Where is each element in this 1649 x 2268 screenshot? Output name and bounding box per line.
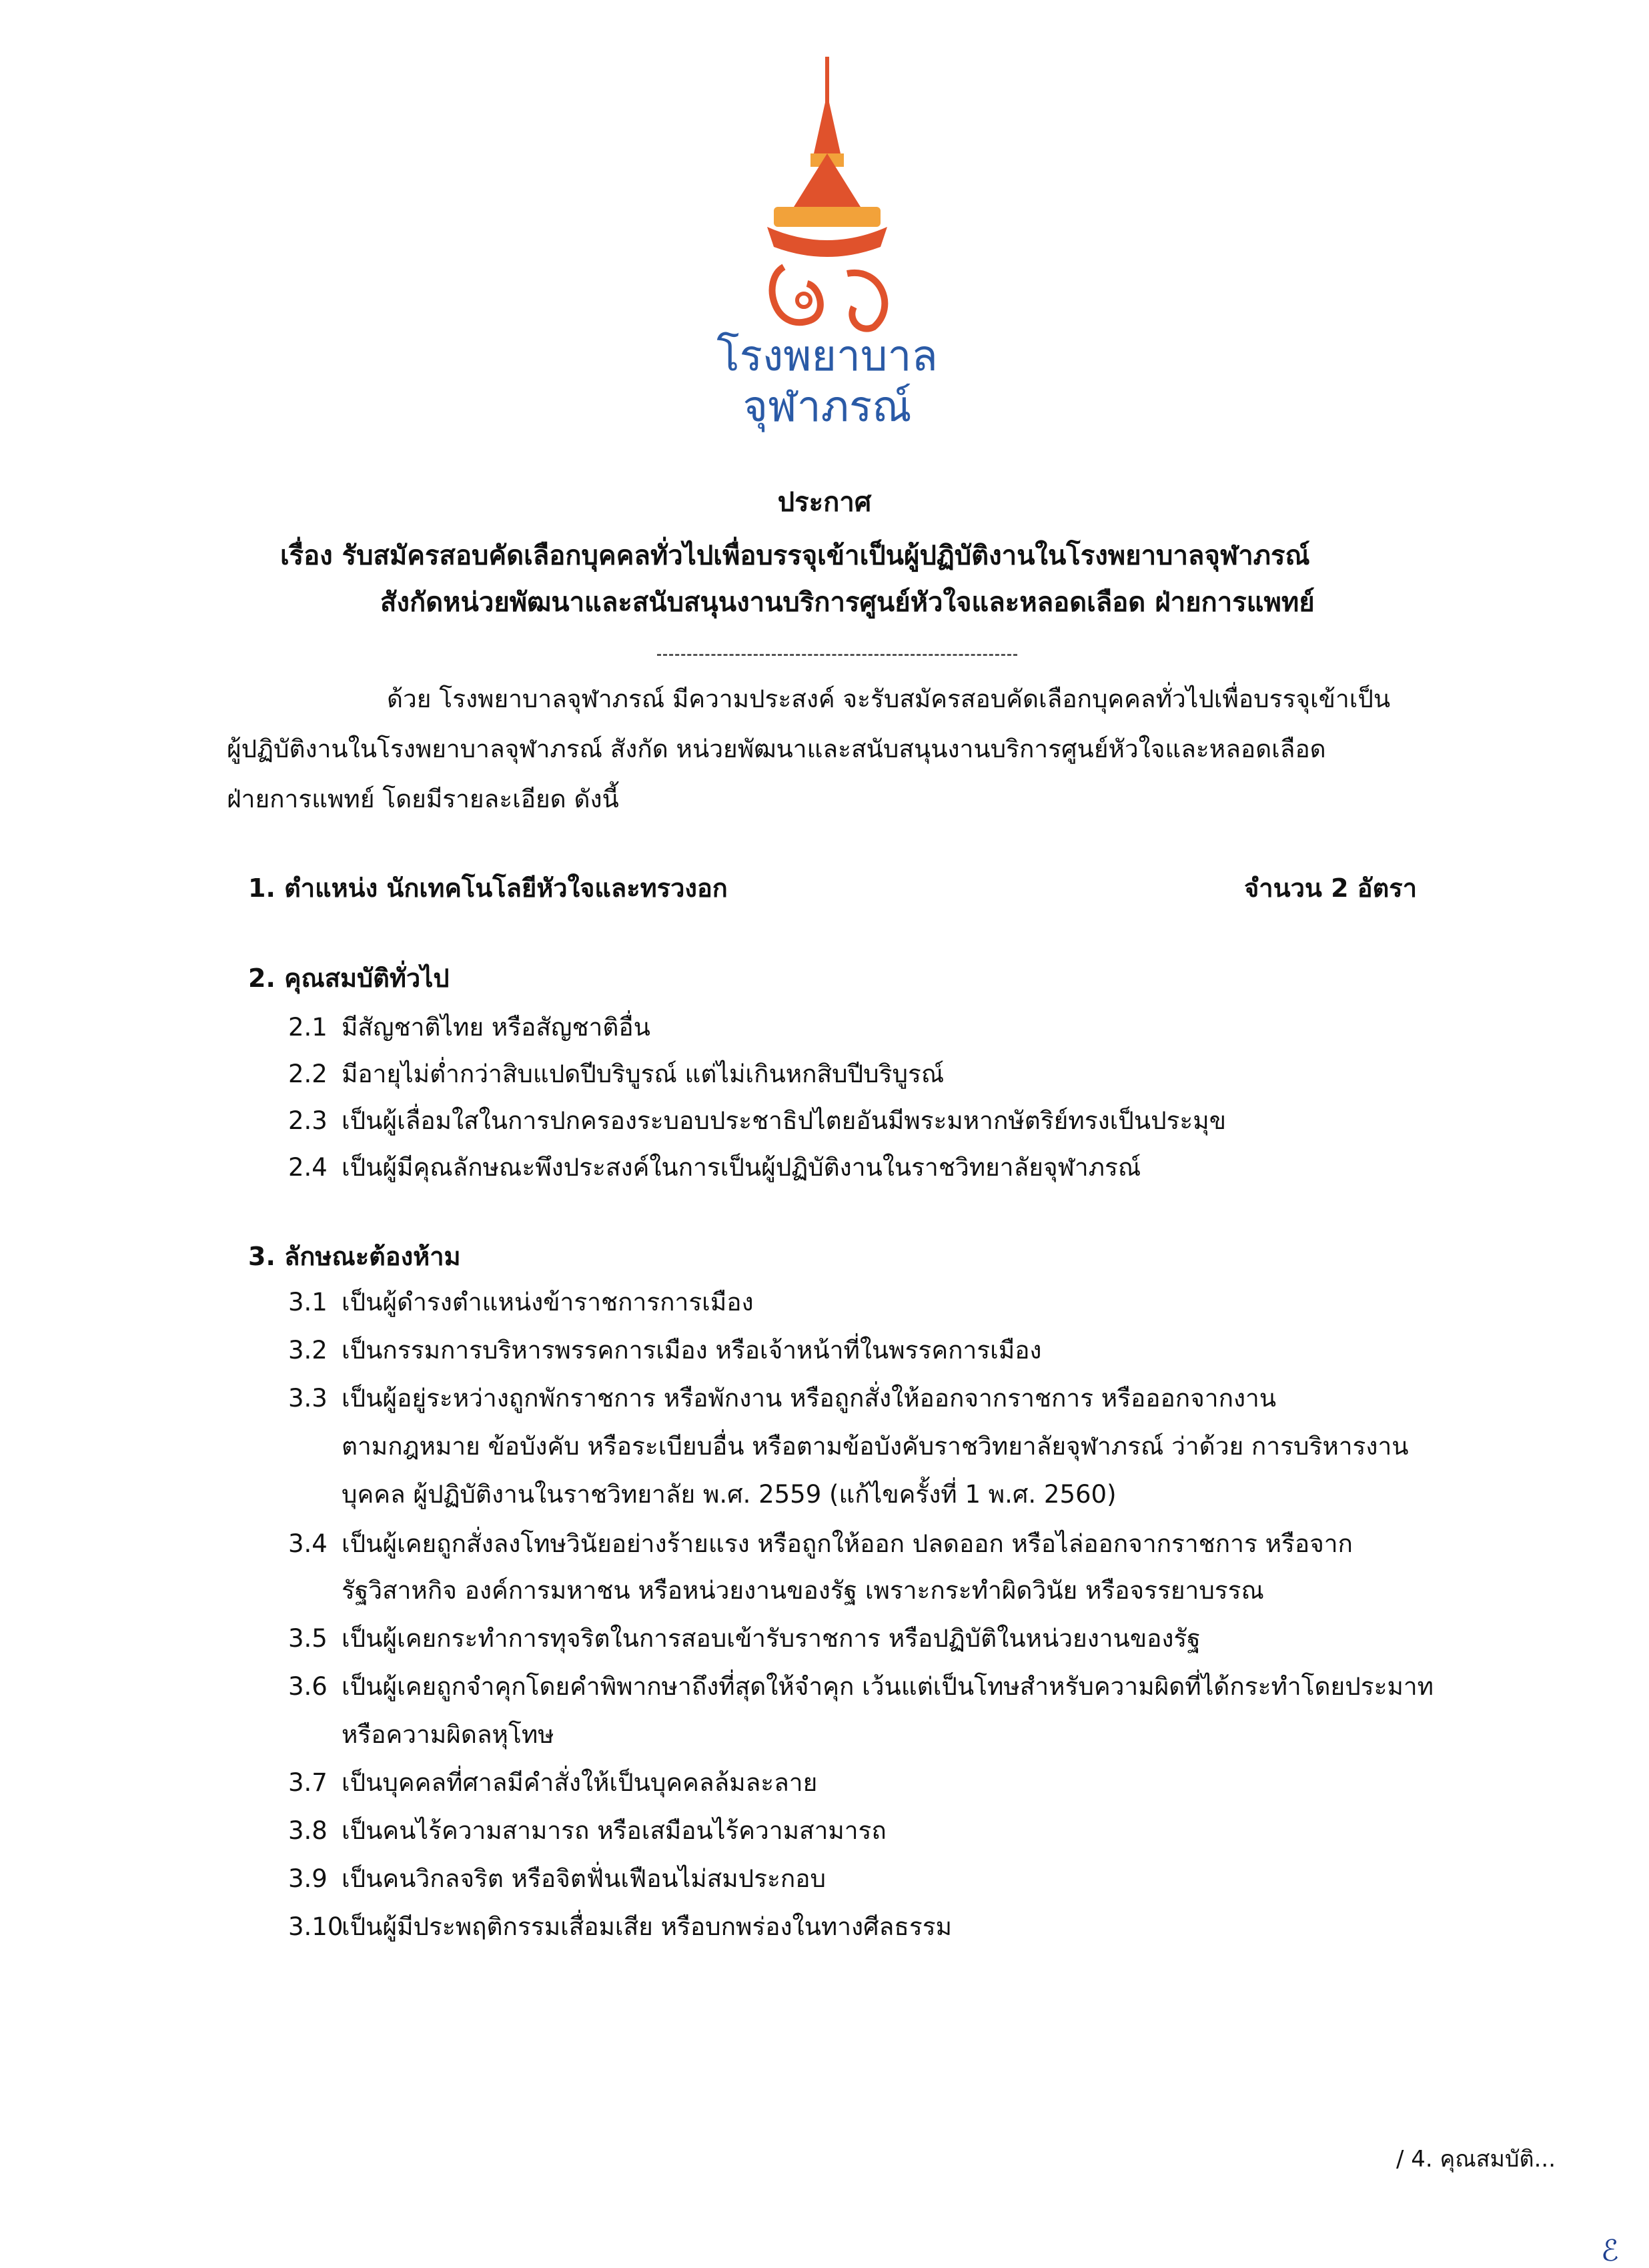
position-count: จำนวน 2 อัตรา (1244, 873, 1418, 903)
intro-line2: ผู้ปฏิบัติงานในโรงพยาบาลจุฬาภรณ์ สังกัด หน่วยพัฒนาและสนับสนุนงานบริการศูนย์หัวใจและหลอดเลือด (227, 735, 1326, 763)
divider (657, 654, 1017, 656)
crown-seal-icon (747, 53, 907, 334)
logo-line1: โรงพยาบาล (716, 332, 938, 381)
signature-mark: ℰ (1601, 2234, 1619, 2268)
list-item: 2.3 เป็นผู้เลื่อมใสในการปกครองระบอบประชาธิปไตยอันมีพระมหากษัตริย์ทรงเป็นประมุข (288, 1106, 1226, 1135)
list-item: 3.6 เป็นผู้เคยถูกจำคุกโดยคำพิพากษาถึงที่สุดให้จำคุก เว้นแต่เป็นโทษสำหรับความผิดที่ได้กระทำโดยประมาท (288, 1672, 1434, 1701)
list-item: รัฐวิสาหกิจ องค์การมหาชน หรือหน่วยงานของรัฐ เพราะกระทำผิดวินัย หรือจรรยาบรรณ (342, 1576, 1264, 1605)
subject-line1: เรื่อง รับสมัครสอบคัดเลือกบุคคลทั่วไปเพื่อบรรจุเข้าเป็นผู้ปฏิบัติงานในโรงพยาบาลจุฬาภรณ์ (280, 540, 1310, 571)
page-title: ประกาศ (777, 487, 872, 518)
section3-heading: 3. ลักษณะต้องห้าม (248, 1242, 461, 1271)
continued-note: / 4. คุณสมบัติ... (1396, 2146, 1556, 2173)
list-item: 3.8 เป็นคนไร้ความสามารถ หรือเสมือนไร้ความสามารถ (288, 1816, 887, 1845)
list-item: 2.4 เป็นผู้มีคุณลักษณะพึงประสงค์ในการเป็นผู้ปฏิบัติงานในราชวิทยาลัยจุฬาภรณ์ (288, 1153, 1141, 1182)
list-item: 2.1 มีสัญชาติไทย หรือสัญชาติอื่น (288, 1013, 650, 1042)
intro-line3: ฝ่ายการแพทย์ โดยมีรายละเอียด ดังนี้ (227, 785, 619, 813)
list-item: 3.2 เป็นกรรมการบริหารพรรคการเมือง หรือเจ้าหน้าที่ในพรรคการเมือง (288, 1336, 1042, 1365)
section2-heading: 2. คุณสมบัติทั่วไป (248, 964, 450, 993)
intro-line1: ด้วย โรงพยาบาลจุฬาภรณ์ มีความประสงค์ จะรับสมัครสอบคัดเลือกบุคคลทั่วไปเพื่อบรรจุเข้าเป็น (387, 685, 1391, 713)
list-item: 3.9 เป็นคนวิกลจริต หรือจิตฟั่นเฟือนไม่สมประกอบ (288, 1864, 827, 1893)
list-item: 3.3 เป็นผู้อยู่ระหว่างถูกพักราชการ หรือพักงาน หรือถูกสั่งให้ออกจากราชการ หรือออกจากงาน (288, 1384, 1277, 1413)
list-item: บุคคล ผู้ปฏิบัติงานในราชวิทยาลัย พ.ศ. 2559 (แก้ไขครั้งที่ 1 พ.ศ. 2560) (342, 1480, 1117, 1509)
list-item: 3.5 เป็นผู้เคยกระทำการทุจริตในการสอบเข้ารับราชการ หรือปฏิบัติในหน่วยงานของรัฐ (288, 1624, 1201, 1653)
list-item: 2.2 มีอายุไม่ต่ำกว่าสิบแปดปีบริบูรณ์ แต่ไม่เกินหกสิบปีบริบูรณ์ (288, 1060, 945, 1088)
subject-line2: สังกัดหน่วยพัฒนาและสนับสนุนงานบริการศูนย์หัวใจและหลอดเลือด ฝ่ายการแพทย์ (380, 587, 1315, 618)
list-item: 3.7 เป็นบุคคลที่ศาลมีคำสั่งให้เป็นบุคคลล้มละลาย (288, 1768, 818, 1797)
list-item: ตามกฎหมาย ข้อบังคับ หรือระเบียบอื่น หรือตามข้อบังคับราชวิทยาลัยจุฬาภรณ์ ว่าด้วย การบริหารงาน (342, 1432, 1409, 1461)
section1-position: 1. ตำแหน่ง นักเทคโนโลยีหัวใจและทรวงอก (248, 873, 728, 903)
list-item: 3.10เป็นผู้มีประพฤติกรรมเสื่อมเสีย หรือบกพร่องในทางศีลธรรม (288, 1912, 952, 1941)
list-item: หรือความผิดลหุโทษ (342, 1720, 554, 1749)
logo-line2: จุฬาภรณ์ (742, 382, 912, 432)
list-item: 3.1 เป็นผู้ดำรงตำแหน่งข้าราชการการเมือง (288, 1288, 754, 1316)
list-item: 3.4 เป็นผู้เคยถูกสั่งลงโทษวินัยอย่างร้ายแรง หรือถูกให้ออก ปลดออก หรือไล่ออกจากราชการ หรือจาก (288, 1529, 1353, 1558)
